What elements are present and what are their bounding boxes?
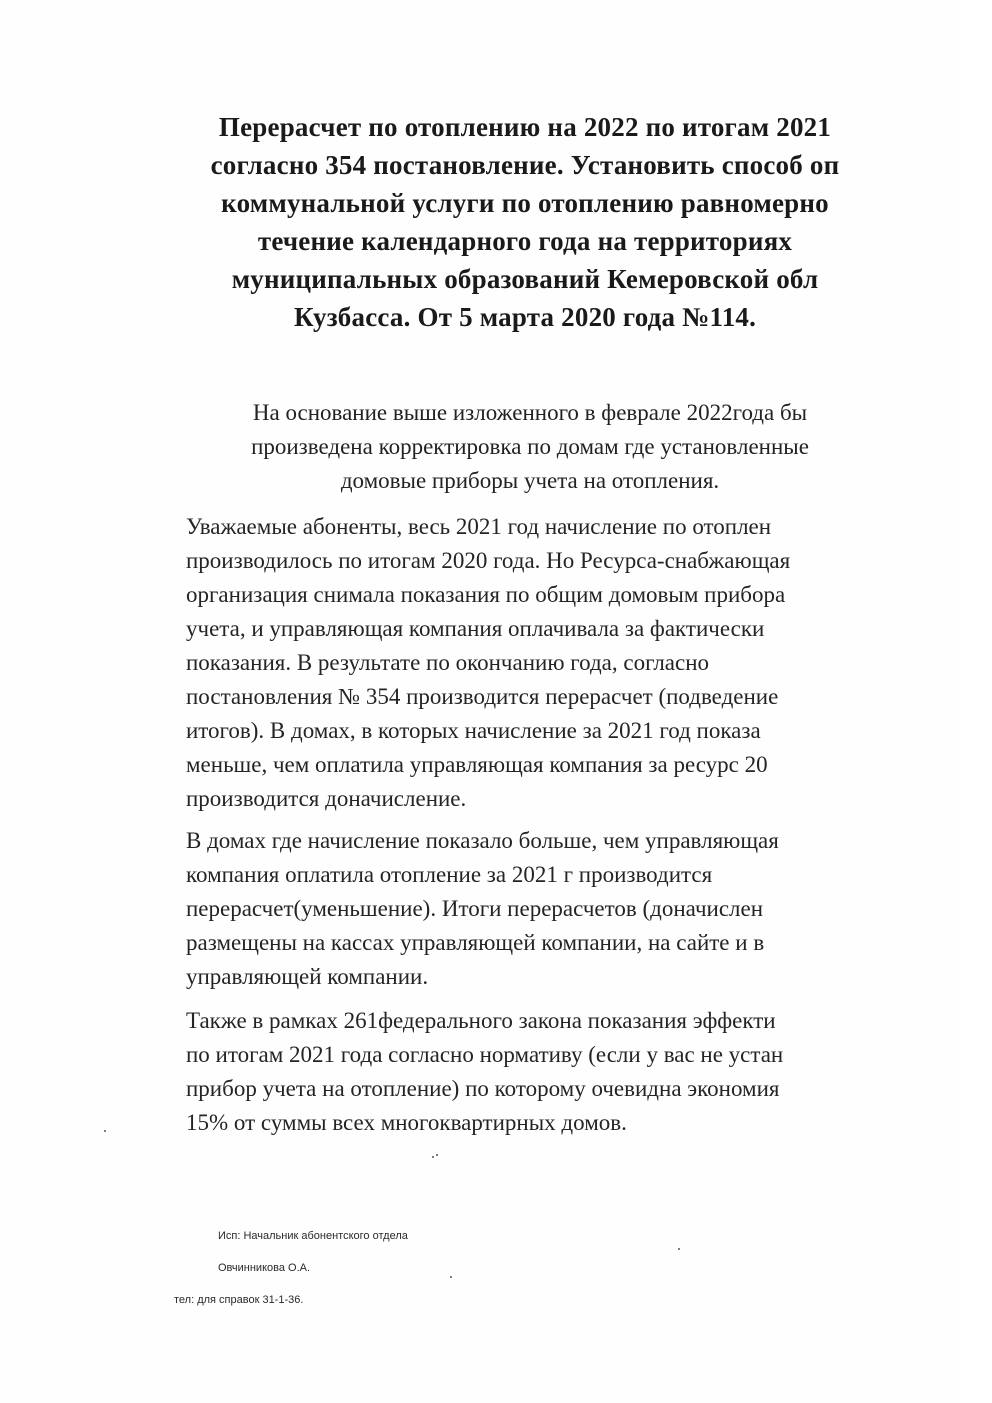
paragraph-line: В домах где начисление показало больше, чем управляющая (186, 828, 779, 853)
title-line: течение календарного года на территориях (257, 226, 793, 256)
paragraph-line: 15% от суммы всех многоквартирных домов. (186, 1110, 627, 1135)
scan-speck (432, 1156, 434, 1158)
scan-speck (104, 1130, 106, 1132)
intro-line: произведена корректировка по домам где установленные (251, 434, 809, 459)
intro-line: домовые приборы учета на отопления. (340, 468, 720, 493)
document-title (150, 108, 900, 336)
paragraph-line: организация снимала показания по общим домовым прибора (186, 582, 786, 607)
paragraph-line: производится доначисление. (186, 786, 467, 811)
title-line: согласно 354 постановление. Установить способ оп (210, 150, 840, 180)
signature-name: Овчинникова О.А. (218, 1262, 311, 1274)
paragraph-line: размещены на кассах управляющей компании, на сайте и в (186, 930, 765, 955)
paragraph-line: управляющей компании. (186, 964, 429, 989)
paragraph-line: постановления № 354 производится перерасчет (подведение (186, 684, 779, 709)
scan-speck (678, 1248, 680, 1250)
paragraph-line: прибор учета на отопление) по которому очевидна экономия (186, 1076, 780, 1101)
signature-position: Исп: Начальник абонентского отдела (218, 1230, 408, 1242)
paragraph-line: меньше, чем оплатила управляющая компания за ресурс 20 (186, 752, 768, 777)
signature-phone: тел: для справок 31-1-36. (174, 1294, 304, 1306)
paragraph-line: показания. В результате по окончанию года, согласно (186, 650, 710, 675)
scan-speck (436, 1154, 438, 1156)
scan-edge-fade (872, 0, 992, 1403)
paragraph-line: перерасчет(уменьшение). Итоги перерасчетов (доначислен (186, 896, 764, 921)
title-line: Перерасчет по отоплению на 2022 по итогам 2021 (218, 112, 832, 142)
paragraph-line: итогов). В домах, в которых начисление за 2021 год показа (186, 718, 761, 743)
intro-paragraph (170, 396, 890, 498)
paragraph-line: производилось по итогам 2020 года. Но Ресурса-снабжающая (186, 548, 791, 573)
paragraph-line: учета, и управляющая компания оплачивала за фактически (186, 616, 765, 641)
paragraph-line: компания оплатила отопление за 2021 г производится (186, 862, 713, 887)
paragraph-line: Также в рамках 261федерального закона показания эффекти (186, 1008, 776, 1033)
body-paragraph-1 (186, 510, 906, 816)
paragraph-line: по итогам 2021 года согласно нормативу (если у вас не устан (186, 1042, 784, 1067)
intro-line: На основание выше изложенного в феврале 2022года бы (252, 400, 808, 425)
scan-speck (450, 1276, 452, 1278)
title-line: коммунальной услуги по отоплению равномерно (221, 188, 829, 218)
title-line: муниципальных образований Кемеровской обл (231, 264, 819, 294)
body-paragraph-3 (186, 1004, 906, 1140)
paragraph-line: Уважаемые абоненты, весь 2021 год начисление по отоплен (186, 514, 772, 539)
body-paragraph-2 (186, 824, 906, 994)
title-line: Кузбасса. От 5 марта 2020 года №114. (293, 302, 757, 332)
